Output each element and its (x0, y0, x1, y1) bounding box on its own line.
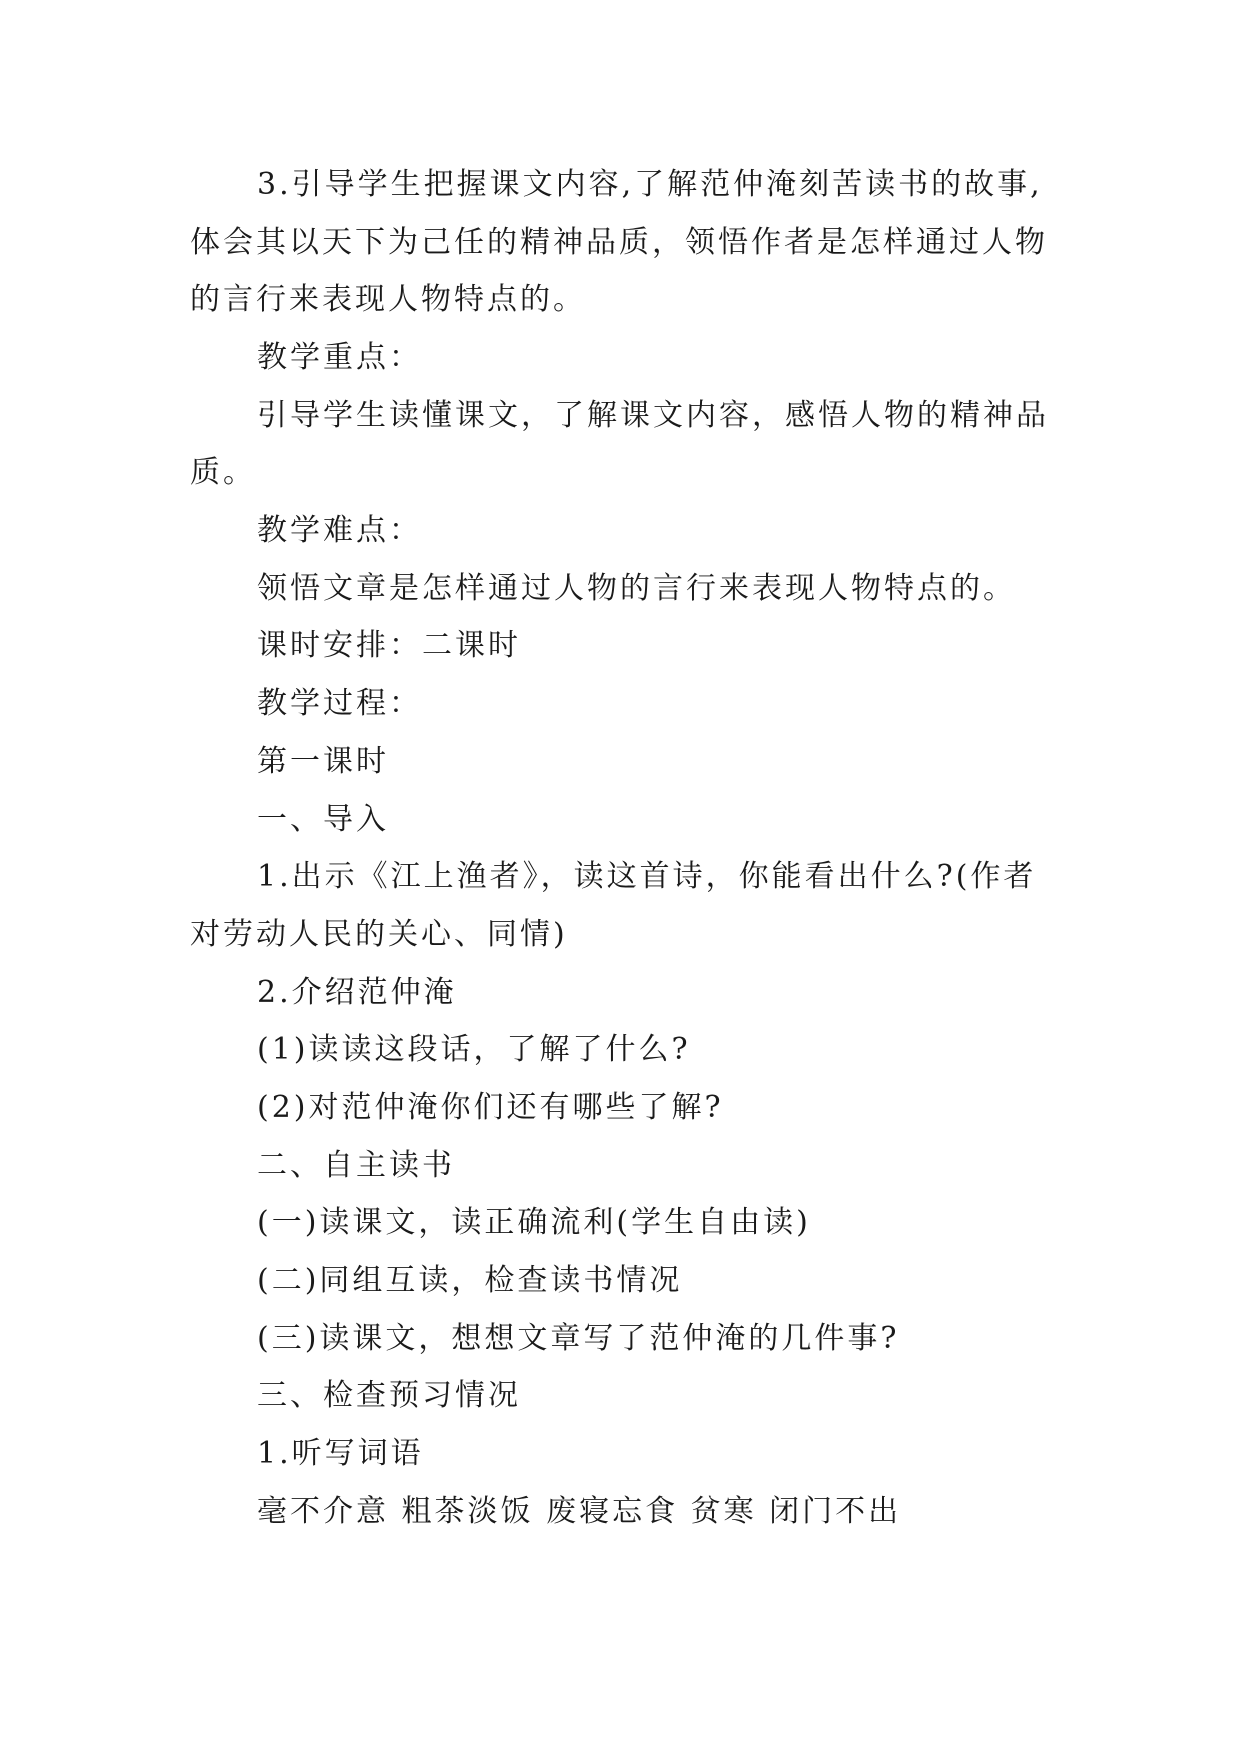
process-heading: 教学过程： (257, 686, 422, 721)
key-points-heading: 教学重点： (257, 340, 422, 375)
key-points-line-1: 引导学生读懂课文，了解课文内容，感悟人物的精神品 (257, 398, 1049, 433)
vocabulary-list: 毫不介意 粗茶淡饭 废寝忘食 贫寒 闭门不出 (257, 1494, 902, 1529)
intro-step-2-sub-1: (1)读读这段话，了解了什么? (257, 1032, 691, 1067)
self-reading-step-2: (二)同组互读，检查读书情况 (257, 1263, 683, 1298)
schedule-text: 课时安排：二课时 (257, 628, 521, 663)
section-preview-check-heading: 三、检查预习情况 (257, 1378, 521, 1413)
section-intro-heading: 一、导入 (257, 802, 389, 837)
objective-3-line-2: 体会其以天下为己任的精神品质，领悟作者是怎样通过人物 (190, 225, 1048, 260)
preview-step-1: 1.听写词语 (257, 1436, 424, 1471)
objective-3-line-1: 3.引导学生把握课文内容,了解范仲淹刻苦读书的故事, (257, 167, 1043, 202)
objective-3-line-3: 的言行来表现人物特点的。 (190, 282, 586, 317)
key-points-line-2: 质。 (190, 455, 256, 490)
first-lesson-heading: 第一课时 (257, 744, 389, 779)
self-reading-step-1: (一)读课文，读正确流利(学生自由读) (257, 1205, 811, 1240)
section-self-reading-heading: 二、自主读书 (257, 1148, 455, 1183)
self-reading-step-3: (三)读课文，想想文章写了范仲淹的几件事? (257, 1321, 900, 1356)
intro-step-2: 2.介绍范仲淹 (257, 975, 457, 1010)
difficulty-heading: 教学难点： (257, 513, 422, 548)
difficulty-text: 领悟文章是怎样通过人物的言行来表现人物特点的。 (257, 571, 1016, 606)
intro-step-1-line-1: 1.出示《江上渔者》，读这首诗，你能看出什么?(作者 (257, 859, 1037, 894)
intro-step-1-line-2: 对劳动人民的关心、同情) (190, 917, 568, 952)
intro-step-2-sub-2: (2)对范仲淹你们还有哪些了解? (257, 1090, 724, 1125)
